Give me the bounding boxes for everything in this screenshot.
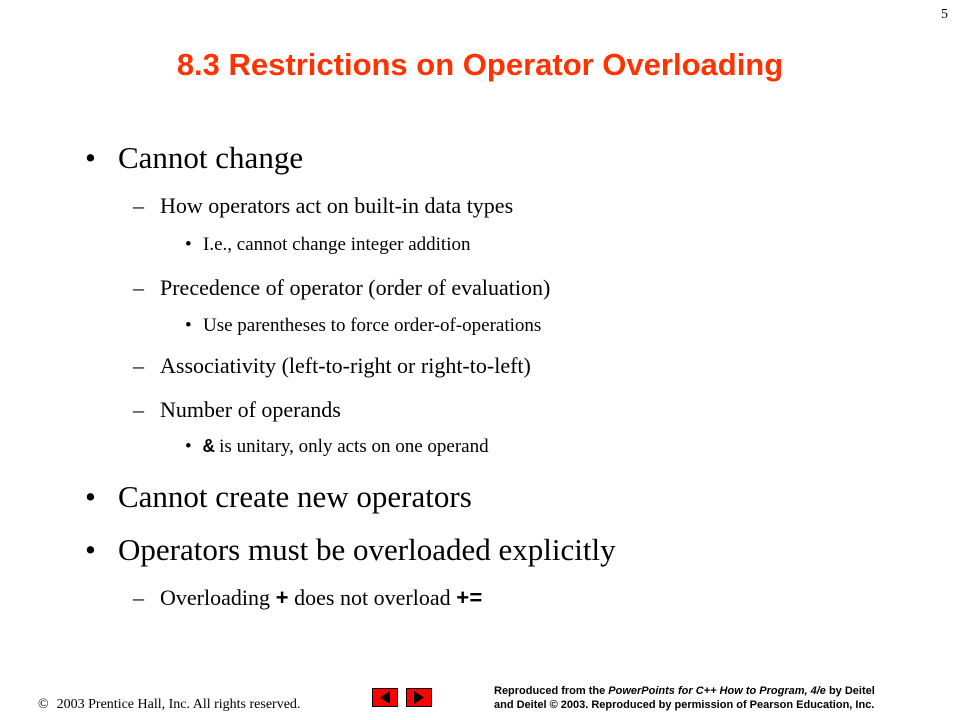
bullet-cannot-create bbox=[85, 479, 472, 515]
arrow-right-icon bbox=[407, 689, 431, 706]
bullet-marker: • bbox=[185, 234, 192, 255]
sub-bullet-builtin-types bbox=[133, 193, 514, 219]
slide-title: 8.3 Restrictions on Operator Overloading bbox=[176, 47, 784, 82]
reproduction-credit bbox=[494, 684, 948, 712]
previous-slide-button[interactable] bbox=[372, 688, 398, 707]
bullet-text: Cannot create new operators bbox=[118, 479, 472, 514]
point-text: I.e., cannot change integer addition bbox=[203, 234, 471, 255]
copyright-notice bbox=[38, 697, 300, 713]
bullet-text: Cannot change bbox=[118, 140, 304, 175]
bullet-marker: • bbox=[85, 532, 96, 567]
point-unitary bbox=[185, 436, 489, 458]
credit-text: by Deitel bbox=[825, 685, 875, 697]
copyright-text: 2003 Prentice Hall, Inc. All rights reserved. bbox=[56, 697, 301, 712]
copyright-icon: © bbox=[38, 697, 49, 712]
ampersand-code: & bbox=[203, 436, 215, 458]
point-parentheses bbox=[185, 315, 542, 337]
sub-bullet-text: How operators act on built-in data types bbox=[160, 193, 514, 218]
bullet-explicit-overload bbox=[85, 532, 616, 568]
sub-bullet-text: Associativity (left-to-right or right-to-left) bbox=[160, 353, 531, 378]
bullet-marker: • bbox=[185, 315, 192, 336]
point-text: Use parentheses to force order-of-operations bbox=[203, 315, 542, 336]
sub-bullet-text-a: Overloading bbox=[160, 585, 276, 610]
sub-bullet-text-b: does not overload bbox=[288, 585, 457, 610]
plus-code: + bbox=[275, 587, 289, 612]
sub-bullet-text: Precedence of operator (order of evaluation) bbox=[160, 275, 551, 300]
bullet-marker: • bbox=[85, 479, 96, 514]
credit-text: Reproduced from the bbox=[494, 685, 609, 697]
point-text: is unitary, only acts on one operand bbox=[214, 436, 489, 457]
dash-marker: – bbox=[133, 193, 144, 218]
sub-bullet-plus-equals bbox=[133, 585, 483, 612]
arrow-left-icon bbox=[373, 689, 397, 706]
plus-equals-code: += bbox=[456, 587, 483, 612]
dash-marker: – bbox=[133, 585, 144, 610]
point-integer-addition bbox=[185, 234, 471, 256]
bullet-marker: • bbox=[85, 140, 96, 175]
dash-marker: – bbox=[133, 353, 144, 378]
bullet-cannot-change bbox=[85, 140, 304, 176]
bullet-marker: • bbox=[185, 436, 192, 457]
sub-bullet-operands bbox=[133, 397, 341, 423]
dash-marker: – bbox=[133, 397, 144, 422]
credit-line-1 bbox=[494, 684, 948, 698]
sub-bullet-text: Number of operands bbox=[160, 397, 341, 422]
credit-line-2: and Deitel © 2003. Reproduced by permission of Pearson Education, Inc. bbox=[494, 699, 875, 711]
page-number: 5 bbox=[941, 7, 948, 22]
next-slide-button[interactable] bbox=[406, 688, 432, 707]
bullet-text: Operators must be overloaded explicitly bbox=[118, 532, 616, 567]
dash-marker: – bbox=[133, 275, 144, 300]
sub-bullet-associativity bbox=[133, 353, 531, 379]
sub-bullet-precedence bbox=[133, 275, 551, 301]
credit-book-title: PowerPoints for C++ How to Program, 4/e bbox=[608, 685, 826, 697]
